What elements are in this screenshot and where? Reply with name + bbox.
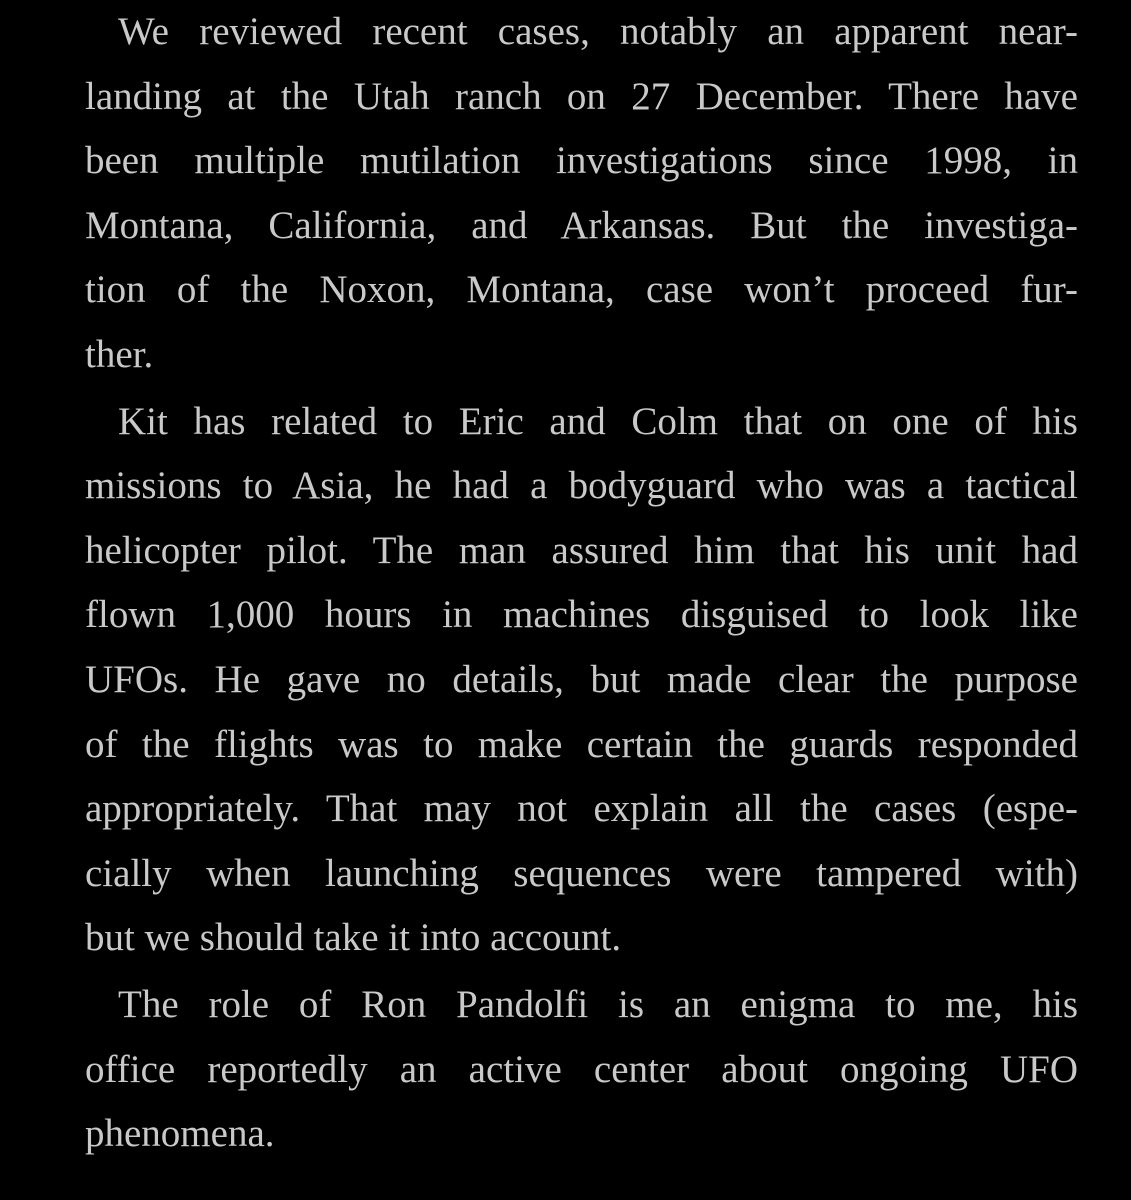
text-line: tion of the Noxon, Montana, case won’t proceed fur- (85, 268, 1078, 312)
text-line: of the flights was to make certain the guards responded (85, 722, 1078, 766)
paragraph-3 (52, 973, 1078, 1167)
document-body (52, 0, 1078, 1167)
text-line: appropriately. That may not explain all the cases (espe- (85, 787, 1078, 831)
text-line: helicopter pilot. The man assured him that his unit had (85, 528, 1078, 572)
text-line: missions to Asia, he had a bodyguard who was a tactical (85, 464, 1078, 508)
text-line: ther. (85, 332, 154, 376)
text-line: flown 1,000 hours in machines disguised to look like (85, 593, 1078, 637)
text-line: cially when launching sequences were tampered with) (85, 851, 1078, 895)
text-line: Montana, California, and Arkansas. But the investiga- (85, 203, 1078, 247)
text-line: Kit has related to Eric and Colm that on one of his (118, 399, 1078, 443)
text-line: office reportedly an active center about ongoing UFO (85, 1047, 1078, 1091)
text-line: We reviewed recent cases, notably an apparent near- (118, 10, 1078, 53)
text-line: phenomena. (85, 1112, 275, 1156)
text-line: UFOs. He gave no details, but made clear the purpose (85, 657, 1078, 701)
text-line: but we should take it into account. (85, 916, 622, 960)
paragraph-2 (52, 390, 1078, 971)
text-line: landing at the Utah ranch on 27 December. There have (85, 74, 1078, 118)
text-line: The role of Ron Pandolfi is an enigma to me, his (118, 982, 1078, 1026)
text-line: been multiple mutilation investigations since 1998, in (85, 139, 1078, 183)
paragraph-1 (52, 0, 1078, 388)
